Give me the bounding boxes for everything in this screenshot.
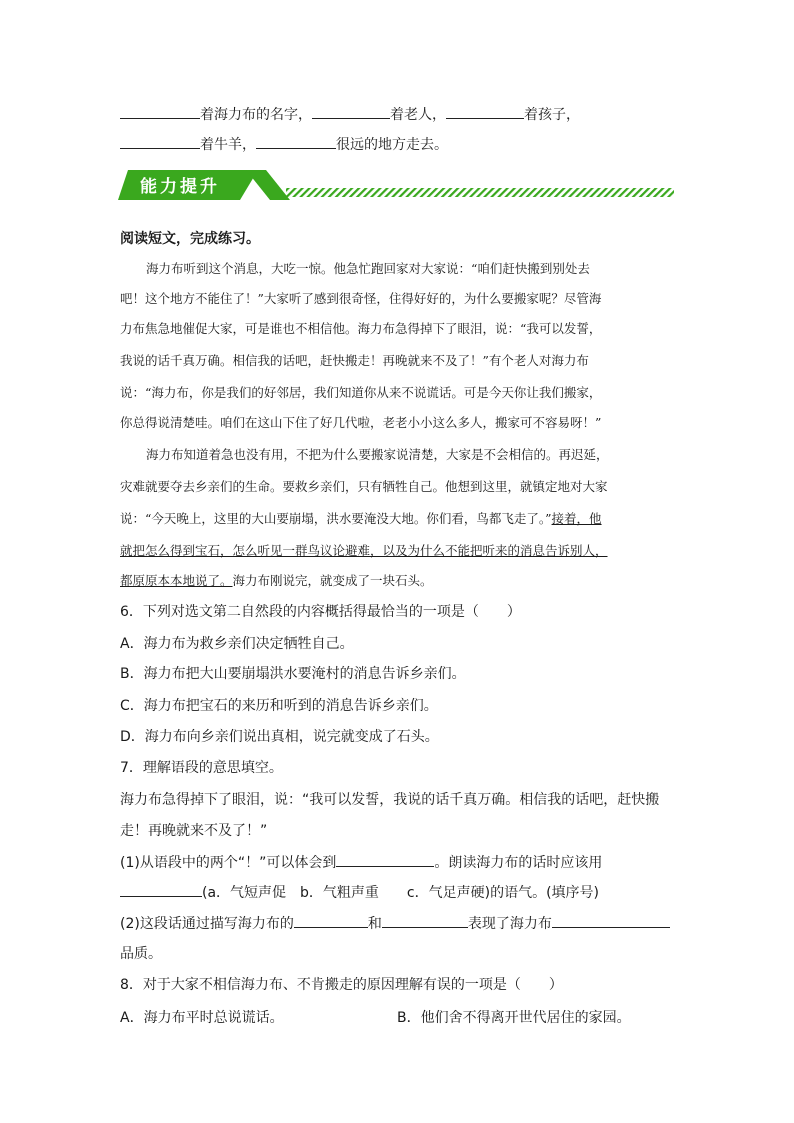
blank[interactable]: [552, 913, 670, 928]
instruction: 阅读短文，完成练习。: [120, 231, 260, 247]
underlined-text: 接着，他: [551, 511, 602, 526]
q7-quote-2: 走！再晚就来不及了！”: [120, 823, 268, 839]
section-banner: [118, 166, 676, 206]
passage-line: 力布焦急地催促大家，可是谁也不相信他。海力布急得掉下了眼泪，说：“我可以发誓，: [120, 321, 602, 336]
q6-option-a[interactable]: A．海力布为救乡亲们决定牺牲自己。: [120, 636, 354, 652]
section-title: 能力提升: [140, 177, 220, 197]
passage-line: [120, 571, 680, 591]
q7-sub1-options: (a．气短声促 b．气粗声重 c．气足声硬)的语气。(填序号): [202, 885, 600, 901]
underlined-line: 就把怎么得到宝石，怎么听见一群鸟议论避难，以及为什么不能把听来的消息告诉别人，: [120, 543, 608, 558]
q8-option-b[interactable]: B．他们舍不得离开世代居住的家园。: [397, 1010, 631, 1026]
q7-sub2-text: 表现了海力布: [467, 916, 552, 932]
fill-line-2: [120, 134, 448, 155]
banner-hatch: [286, 188, 674, 197]
underlined-text: 都原原本本地说了。: [120, 573, 233, 588]
blank[interactable]: [312, 104, 390, 119]
q7-sub1-line1: [120, 852, 602, 873]
q8-option-a[interactable]: A．海力布平时总说谎话。: [120, 1010, 284, 1026]
banner-slash: [246, 170, 290, 200]
fill-text: 着海力布的名字，: [200, 107, 312, 123]
q6-option-b[interactable]: B．海力布把大山要崩塌洪水要淹村的消息告诉乡亲们。: [120, 666, 466, 682]
passage-line: 你总得说清楚哇。咱们在这山下住了好几代啦，老老小小这么多人，搬家可不容易呀！”: [120, 415, 602, 430]
q7-quote-1: 海力布急得掉下了眼泪，说：“我可以发誓，我说的话千真万确。相信我的话吧，赶快搬: [120, 792, 660, 808]
blank[interactable]: [120, 882, 202, 897]
passage-line: 海力布听到这个消息，大吃一惊。他急忙跑回家对大家说：“咱们赶快搬到别处去: [146, 261, 590, 276]
q7-stem: 7．理解语段的意思填空。: [120, 760, 283, 776]
passage-line: [120, 509, 680, 529]
blank[interactable]: [120, 134, 200, 149]
blank[interactable]: [294, 913, 368, 928]
passage-line: 吧！这个地方不能住了！”大家听了感到很奇怪，住得好好的，为什么要搬家呢？尽管海: [120, 291, 602, 306]
blank[interactable]: [382, 913, 468, 928]
q7-sub1-text: 。朗读海力布的话时应该用: [434, 855, 603, 871]
q7-sub2-text: (2)这段话通过描写海力布的: [120, 916, 294, 932]
fill-text: 着孩子，: [524, 107, 580, 123]
q7-sub2-line1: [120, 913, 670, 934]
q6-option-c[interactable]: C．海力布把宝石的来历和听到的消息告诉乡亲们。: [120, 698, 438, 714]
q8-stem: 8．对于大家不相信海力布、不肯搬走的原因理解有误的一项是（ ）: [120, 977, 563, 993]
passage-line: 说：“海力布，你是我们的好邻居，我们知道你从来不说谎话。可是今天你让我们搬家，: [120, 385, 602, 400]
fill-text: 着老人，: [390, 107, 446, 123]
blank[interactable]: [336, 852, 434, 867]
passage-text: 海力布刚说完，就变成了一块石头。: [232, 573, 433, 588]
q6-option-d[interactable]: D．海力布向乡亲们说出真相，说完就变成了石头。: [120, 729, 439, 745]
q7-sub2-line2: 品质。: [120, 946, 162, 962]
passage-text: 说：“今天晚上，这里的大山要崩塌，洪水要淹没大地。你们看，鸟都飞走了。”: [120, 511, 552, 526]
q7-sub1-line2: [120, 882, 599, 903]
fill-line-1: [120, 104, 580, 125]
q7-sub1-text: (1)从语段中的两个“！”可以体会到: [120, 855, 337, 871]
q7-sub2-text: 和: [367, 916, 382, 932]
fill-text: 很远的地方走去。: [336, 137, 448, 153]
blank[interactable]: [120, 104, 200, 119]
passage-line: 海力布知道着急也没有用，不把为什么要搬家说清楚，大家是不会相信的。再迟延，: [146, 447, 609, 462]
passage-line: 灾难就要夺去乡亲们的生命。要救乡亲们，只有牺牲自己。他想到这里，就镇定地对大家: [120, 479, 608, 494]
blank[interactable]: [256, 134, 336, 149]
q6-stem: 6．下列对选文第二自然段的内容概括得最恰当的一项是（ ）: [120, 604, 521, 620]
passage-line: 我说的话千真万确。相信我的话吧，赶快搬走！再晚就来不及了！”有个老人对海力布: [120, 353, 589, 368]
fill-text: 着牛羊，: [200, 137, 256, 153]
blank[interactable]: [446, 104, 524, 119]
